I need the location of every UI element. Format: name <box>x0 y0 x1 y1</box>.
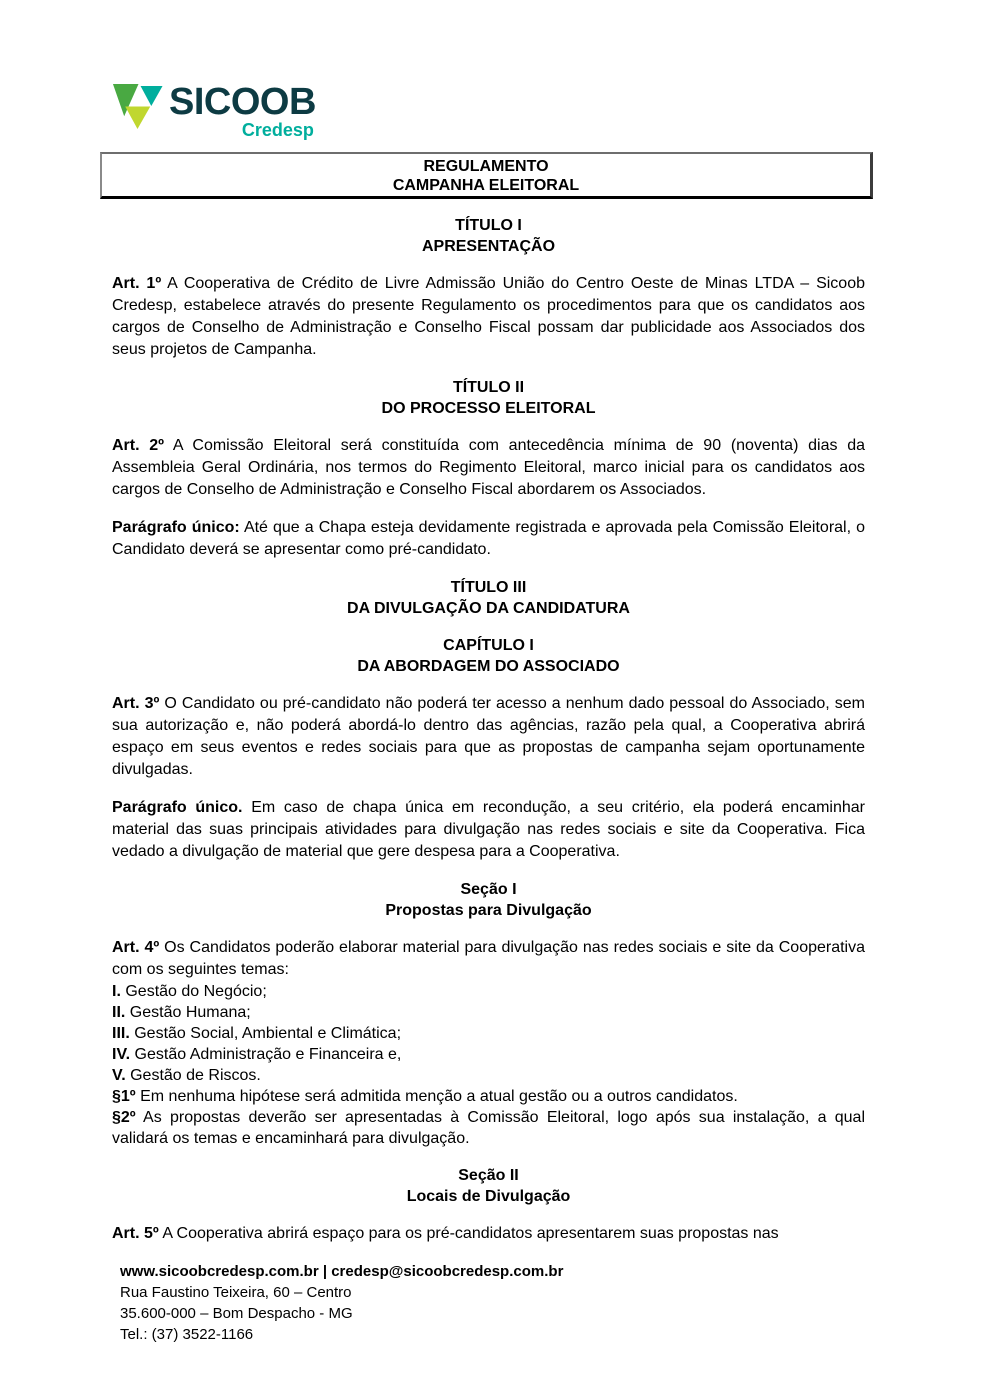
heading-line: TÍTULO I <box>455 217 522 234</box>
paragraph-art-4 <box>112 937 865 981</box>
list-item-numeral: II. <box>112 1004 126 1021</box>
paragraph-unico-titulo-iii <box>112 797 865 863</box>
article-number: Art. 1º <box>112 275 162 292</box>
heading-line: Seção II <box>458 1167 519 1184</box>
article-number: Art. 5º <box>112 1225 159 1242</box>
heading-line: TÍTULO II <box>452 379 525 396</box>
brand-name: SICOOB <box>169 81 316 123</box>
paragraph-symbol: §1º <box>112 1088 136 1105</box>
paragraph-art-1 <box>112 273 865 361</box>
paragraph-unico-titulo-ii <box>112 517 865 561</box>
heading-line: CAPÍTULO I <box>443 637 534 654</box>
paragraph-art-5 <box>112 1223 865 1245</box>
article-number: Art. 2º <box>112 437 165 454</box>
sicoob-credesp-logo <box>112 81 316 140</box>
heading-line: DA ABORDAGEM DO ASSOCIADO <box>357 658 620 675</box>
logo-wordmark <box>169 81 316 140</box>
list-item-numeral: III. <box>112 1025 130 1042</box>
footer-address-line2: 35.600-000 – Bom Despacho - MG <box>120 1305 353 1322</box>
list-item-text: Gestão do Negócio; <box>125 983 267 1000</box>
list-item-numeral: IV. <box>112 1046 131 1063</box>
page-footer <box>120 1261 865 1345</box>
sicoob-triangles-icon <box>112 84 164 130</box>
heading-line: DO PROCESSO ELEITORAL <box>381 400 596 417</box>
list-item-iii <box>112 1023 865 1044</box>
heading-line: TÍTULO III <box>450 579 527 596</box>
article-text: A Cooperativa abrirá espaço para os pré-candidatos apresentarem suas propostas nas <box>162 1225 779 1242</box>
heading-secao-i <box>112 879 865 921</box>
footer-phone: Tel.: (37) 3522-1166 <box>120 1326 254 1343</box>
title-box-line1: REGULAMENTO <box>423 158 549 175</box>
paragraph-text: Em caso de chapa única em recondução, a seu critério, ela poderá encaminhar material das suas principais atividades para divulgação nas redes sociais e site da Cooperativa. Fica vedado a divulgação de material que gere despesa para a Cooperativa. <box>112 799 866 860</box>
article-text: A Cooperativa de Crédito de Livre Admissão União do Centro Oeste de Minas LTDA – Sicoob Credesp, estabelece através do presente Regulamento os procedimentos para que os candidatos aos cargos de Conselho de Administração e Conselho Fiscal possam dar publicidade aos Associados dos seus projetos de Campanha. <box>112 275 865 358</box>
list-item-text: Gestão Humana; <box>129 1004 251 1021</box>
list-item-i <box>112 981 865 1002</box>
heading-line: Seção I <box>460 881 517 898</box>
title-box-line2: CAMPANHA ELEITORAL <box>392 177 580 194</box>
heading-titulo-i <box>112 215 865 257</box>
article-text: Os Candidatos poderão elaborar material para divulgação nas redes sociais e site da Cooperativa com os seguintes temas: <box>112 939 866 978</box>
list-item-numeral: I. <box>112 983 121 1000</box>
list-item-numeral: V. <box>112 1067 126 1084</box>
heading-line: APRESENTAÇÃO <box>421 238 556 255</box>
footer-contact-line: www.sicoobcredesp.com.br | credesp@sicoobcredesp.com.br <box>120 1263 564 1280</box>
footer-address-line1: Rua Faustino Teixeira, 60 – Centro <box>120 1284 352 1301</box>
heading-titulo-iii <box>112 577 865 619</box>
heading-titulo-ii <box>112 377 865 419</box>
list-item-text: Gestão Social, Ambiental e Climática; <box>134 1025 402 1042</box>
paragraph-2 <box>112 1107 865 1149</box>
article-number: Art. 4º <box>112 939 160 956</box>
paragraph-art-4-block <box>112 937 865 1149</box>
article-text: O Candidato ou pré-candidato não poderá ter acesso a nenhum dado pessoal do Associado, sem sua autorização e, não poderá abordá-lo dentro das agências, razão pela qual, a Cooperativa abrirá espaço em seus eventos e redes sociais para que as propostas de campanha sejam oportunamente divulgadas. <box>112 695 865 778</box>
heading-capitulo-i <box>112 635 865 677</box>
heading-line: Locais de Divulgação <box>406 1188 571 1205</box>
paragraph-art-2 <box>112 435 865 501</box>
paragraph-text: Em nenhuma hipótese será admitida menção a atual gestão ou a outros candidatos. <box>140 1088 738 1105</box>
heading-line: Propostas para Divulgação <box>385 902 592 919</box>
paragraph-1 <box>112 1086 865 1107</box>
heading-line: DA DIVULGAÇÃO DA CANDIDATURA <box>347 600 630 617</box>
list-item-iv <box>112 1044 865 1065</box>
title-box <box>100 152 873 199</box>
list-item-ii <box>112 1002 865 1023</box>
list-item-text: Gestão Administração e Financeira e, <box>134 1046 402 1063</box>
paragraph-text: As propostas deverão ser apresentadas à Comissão Eleitoral, logo após sua instalação, a qual validará os temas e encaminhará para divulgação. <box>112 1109 866 1147</box>
list-item-text: Gestão de Riscos. <box>130 1067 261 1084</box>
paragraph-text: Até que a Chapa esteja devidamente registrada e aprovada pela Comissão Eleitoral, o Candidato deverá se apresentar como pré-candidato. <box>112 519 866 558</box>
paragraph-art-3 <box>112 693 865 781</box>
paragraph-symbol: §2º <box>112 1109 136 1126</box>
paragraph-label: Parágrafo único. <box>112 799 243 816</box>
paragraph-label: Parágrafo único: <box>112 519 240 536</box>
article-number: Art. 3º <box>112 695 160 712</box>
subbrand-name: Credesp <box>241 120 314 140</box>
article-text: A Comissão Eleitoral será constituída com antecedência mínima de 90 (noventa) dias da Assembleia Geral Ordinária, nos termos do Regimento Eleitoral, marco inicial para os candidatos aos cargos de Conselho de Administração e Conselho Fiscal abordarem os Associados. <box>112 437 866 498</box>
heading-secao-ii <box>112 1165 865 1207</box>
list-item-v <box>112 1065 865 1086</box>
